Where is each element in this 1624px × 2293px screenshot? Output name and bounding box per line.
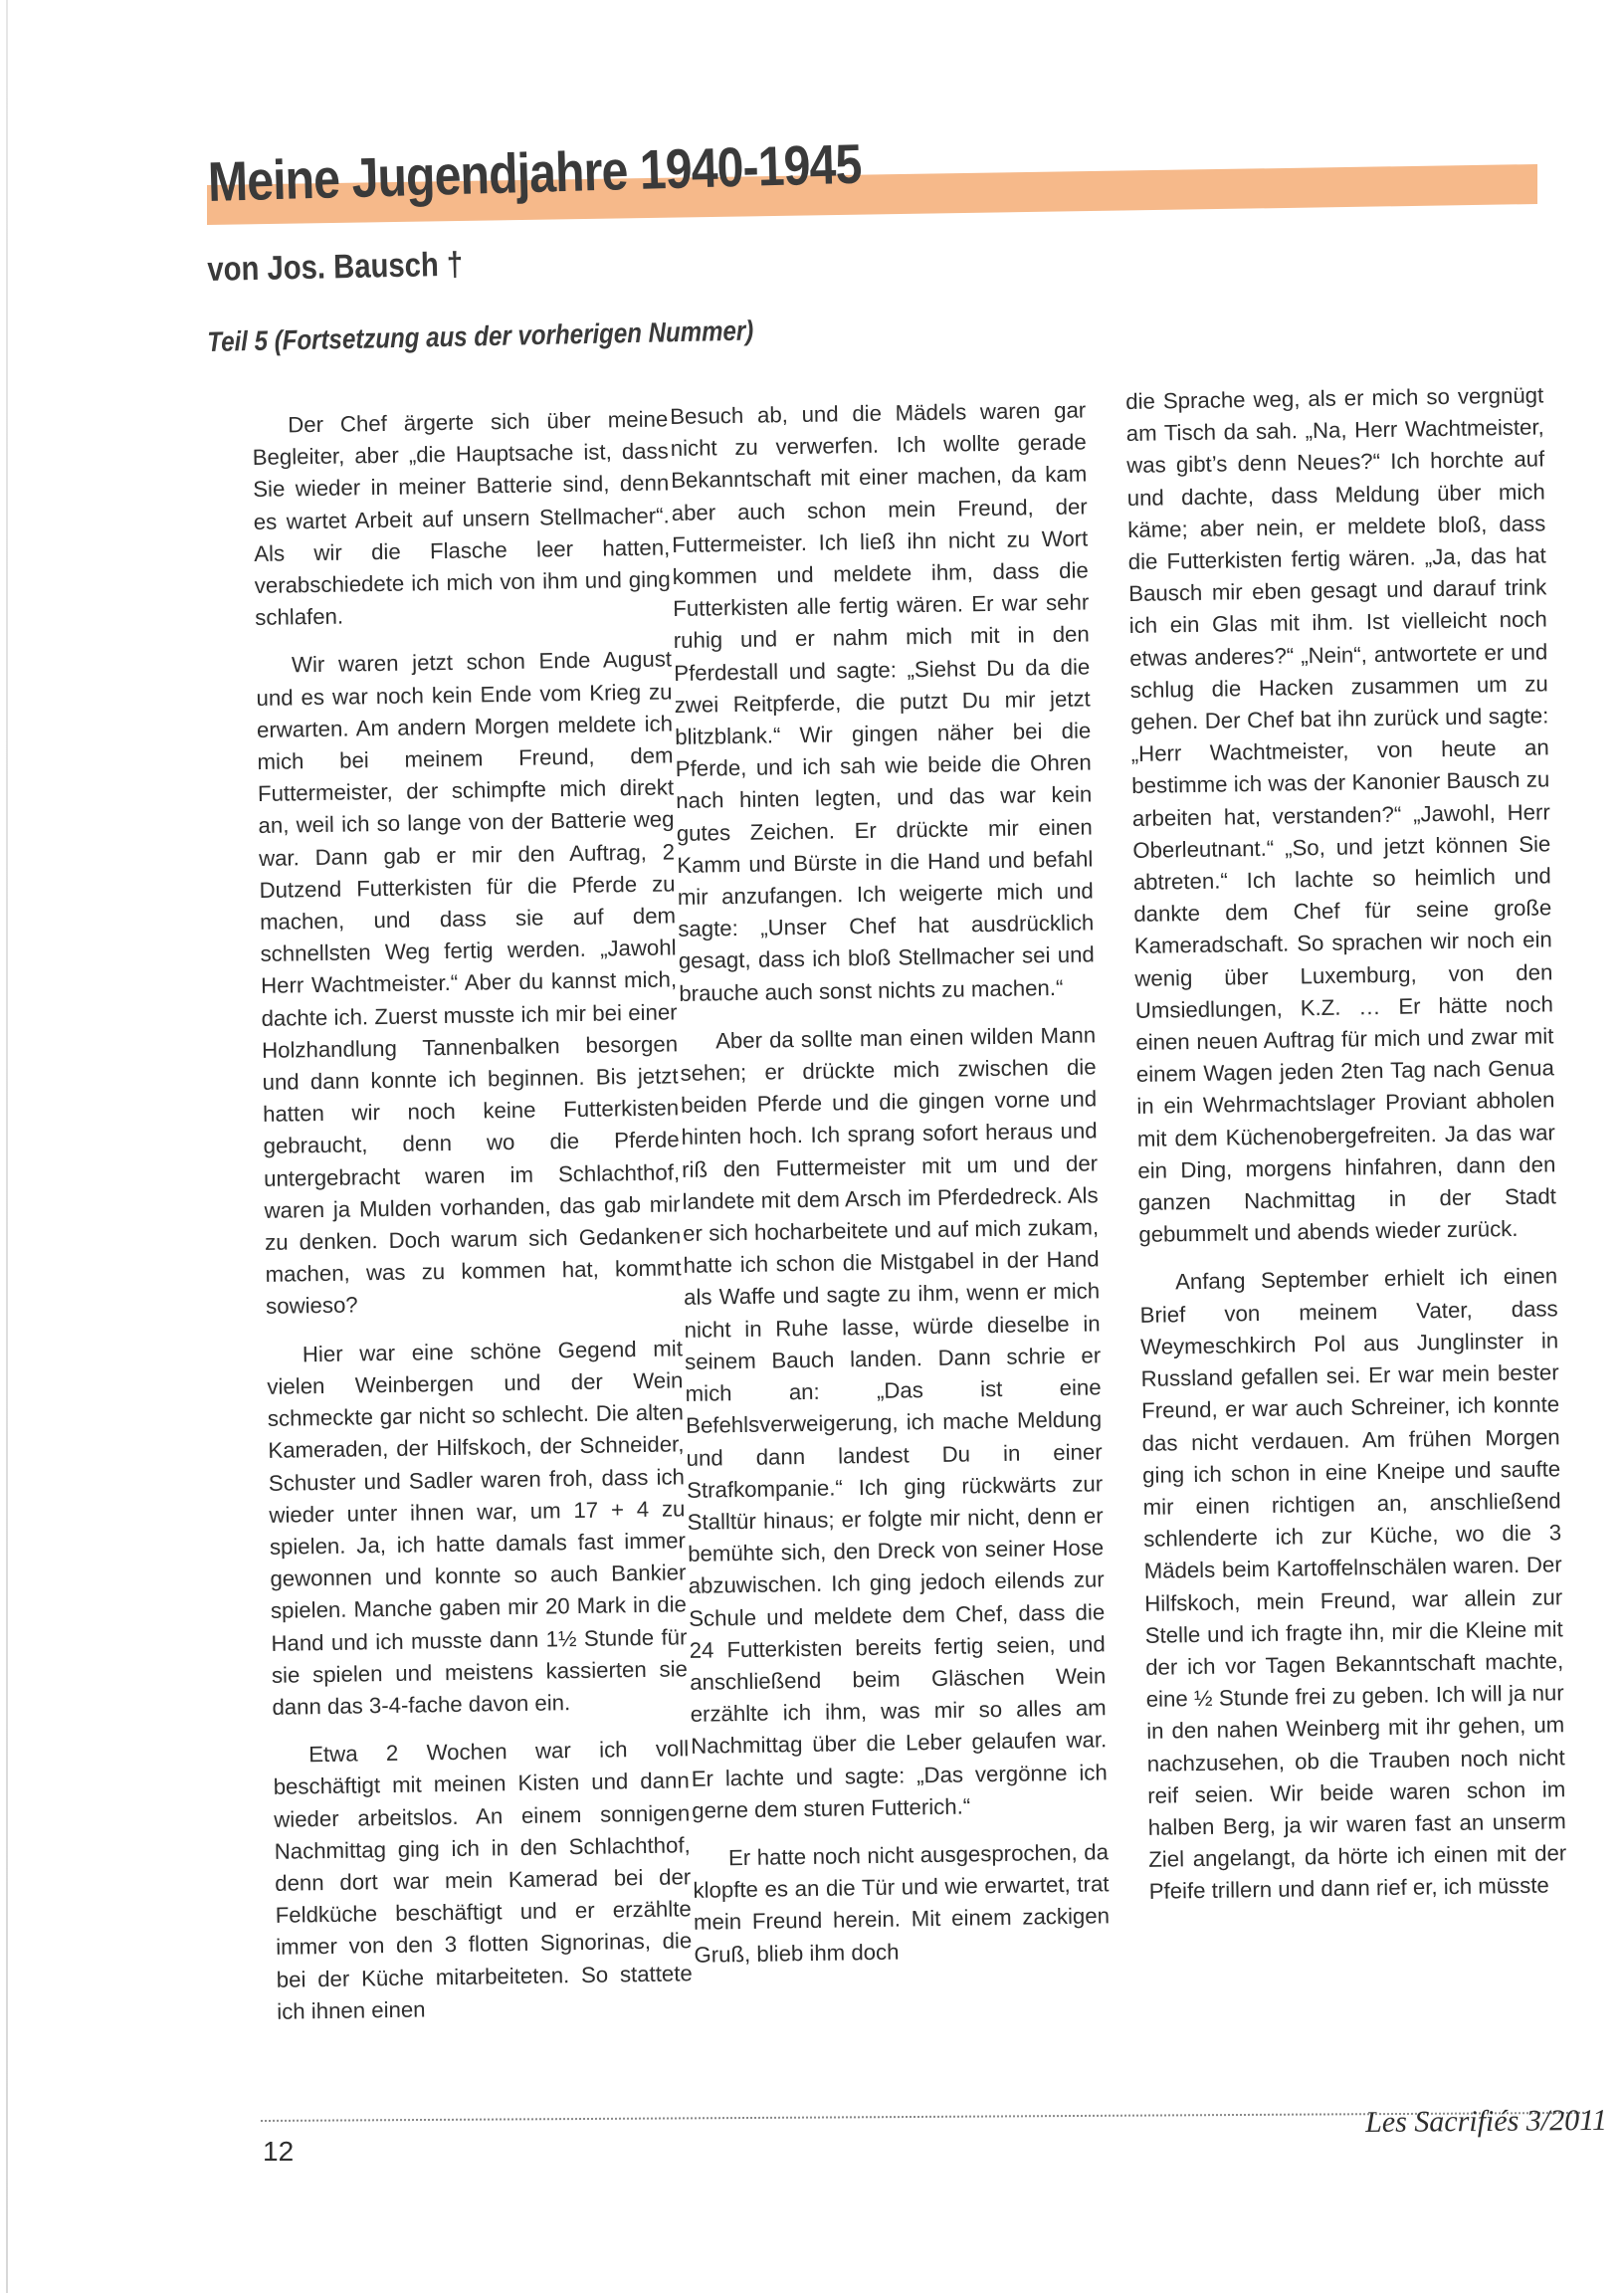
page-edge xyxy=(6,0,8,2293)
journal-issue: Les Sacrifiés 3/2011 xyxy=(1365,2103,1608,2139)
paragraph-continued: die Sprache weg, als er mich so vergnügt am Tisch da sah. „Na, Herr Wachtmeister, was gibt’s denn Neues?“ Ich horchte auf und dachte, dass Meldung über mich käme; aber nein, er meldete bloß, dass die Futterkisten fertig wären. „Ja, das hat Bausch mir eben gesagt und darauf trink ich ein Glas mit ihm. Ist vielleicht noch etwas anderes?“ „Nein“, antwortete er und schlug die Hacken zusammen um zu gehen. Der Chef bat ihn zurück und sagte: „Herr Wachtmeister, von heute an bestimme ich was der Kanonier Bausch zu arbeiten hat, verstanden?“ „Jawohl, Herr Oberleutnant.“ „So, und jetzt können Sie abtreten.“ Ich lachte so heimlich und dankte dem Chef für seine große Kameradschaft. So sprachen wir noch ein wenig über Luxemburg, von den Umsiedlungen, K.Z. … Er hätte noch einen neuen Auftrag für mich und zwar mit einem Wagen jeden 2ten Tag nach Genua in ein Wehrmachtslager Proviant abholen mit dem Küchenobergefreiten. Ja das war ein Ding, morgens hinfahren, dann den ganzen Nachmittag in der Stadt gebummelt und abends wieder zurück. xyxy=(1125,382,1557,1248)
article-byline: von Jos. Bausch † xyxy=(207,245,464,289)
paragraph-continued: Besuch ab, und die Mädels waren gar nicht zu verwerfen. Ich wollte gerade Bekanntschaft mit einer machen, da kam aber auch schon mein Freund, der Futtermeister. Ich ließ ihn nicht zu Wort kommen und meldete ihm, dass die Futterkisten alle fertig wären. Er war sehr ruhig und er nahm mich mit in den Pferdestall und sagte: „Siehst Du da die zwei Reitpferde, die putzt Du mir jetzt blitzblank.“ Wir gingen näher bei die Pferde, und ich sah wie beide die Ohren nach hinten legten, und das war kein gutes Zeichen. Er drückte mir einen Kamm und Bürste in die Hand und befahl mir anzufangen. Ich weigerte mich und sagte: „Unser Chef hat ausdrücklich gesagt, dass ich bloß Stellmacher sei und brauche auch sonst nichts zu machen.“ xyxy=(670,397,1095,1006)
paragraph: Hier war eine schöne Gegend mit vielen Weinbergen und der Wein schmeckte gar nicht so schlecht. Die alten Kameraden, der Hilfskoch, der Schneider, Schuster und Sadler waren froh, dass ich wieder unter ihnen war, um 17 + 4 zu spielen. Ja, ich hatte damals fast immer gewonnen und konnte so auch Bankier spielen. Manche gaben mir 20 Mark in die Hand und ich musste dann 1½ Stunde für sie spielen und meistens kassierten sie dann das 3-4-fache davon ein. xyxy=(267,1336,689,1720)
article-subtitle: Teil 5 (Fortsetzung aus der vorherigen Nummer) xyxy=(207,314,754,357)
text-column-3 xyxy=(1125,379,1567,1924)
paragraph: Anfang September erhielt ich einen Brief von meinem Vater, dass Weymeschkirch Pol aus Junglinster in Russland gefallen sei. Er war mein bester Freund, er war auch Schreiner, ich konnte das nicht verdauen. Am frühen Morgen ging ich schon in eine Kneipe und saufte mir einen richtigen an, anschließend schlenderte ich zur Küche, wo die 3 Mädels beim Kartoffelnschälen waren. Der Hilfskoch, mein Freund, war allein zur Stelle und ich fragte ihn, mir die Kleine mit der ich vor Tagen Bekanntschaft machte, eine ½ Stunde frei zu geben. Ich will ja nur in den nahen Weinberg mit ihr gehen, um nachzusehen, ob die Trauben noch nicht reif seien. Wir beide waren schon im halben Berg, ja wir waren fast an unserm Ziel angelangt, da hörte ich einen mit der Pfeife trillern und dann rief er, ich müsste xyxy=(1139,1263,1567,1905)
paragraph: Der Chef ärgerte sich über meine Begleiter, aber „die Hauptsache ist, dass Sie wieder in meiner Batterie sind, denn es wartet Arbeit auf unsern Stellmacher“. Als wir die Flasche leer hatten, verabschiedete ich mich von ihm und ging schlafen. xyxy=(252,406,671,631)
text-column-2 xyxy=(670,394,1111,1986)
page-number: 12 xyxy=(263,2136,295,2167)
text-column-1 xyxy=(252,403,694,2043)
paragraph: Etwa 2 Wochen war ich voll beschäftigt mit meinen Kisten und dann wieder arbeitslos. An einem sonnigen Nachmittag ging ich in den Schlachthof, denn dort war mein Kamerad bei der Feldküche beschäftigt und er erzählte immer von den 3 flotten Signorinas, die bei der Küche mitarbeiteten. So stattete ich ihnen einen xyxy=(273,1736,693,2024)
paragraph: Wir waren jetzt schon Ende August und es war noch kein Ende vom Krieg zu erwarten. Am andern Morgen meldete ich mich bei meinem Freund, dem Futtermeister, der schimpfte mich direkt an, weil ich so lange von der Batterie weg war. Dann gab er mir den Auftrag, 2 Dutzend Futterkisten für die Pferde zu machen, und dass sie auf dem schnellsten Weg fertig werden. „Jawohl Herr Wachtmeister.“ Aber du kannst mich, dachte ich. Zuerst musste ich mir bei einer Holzhandlung Tannenbalken besorgen und dann konnte ich beginnen. Bis jetzt hatten wir noch keine Futterkisten gebraucht, denn wo die Pferde untergebracht waren im Schlachthof, waren ja Mulden vorhanden, das gab mir zu denken. Doch warum sich Gedanken machen, was zu kommen hat, kommt sowieso? xyxy=(256,646,682,1320)
paragraph: Aber da sollte man einen wilden Mann sehen; er drückte mich zwischen die beiden Pferde und die gingen vorne und hinten hoch. Ich sprang sofort heraus und riß den Futtermeister mit um und der landete mit dem Arsch im Pferdedreck. Als er sich hocharbeitete und auf mich zukam, hatte ich schon die Mistgabel in der Hand als Waffe und sagte zu ihm, wenn er mich nicht in Ruhe lasse, würde dieselbe in seinem Bauch landen. Dann schrie er mich an: „Das ist eine Befehlsverweigerung, ich mache Meldung und dann landest Du in einer Strafkompanie.“ Ich ging rückwärts zur Stalltür hinaus; er folgte mir nicht, denn er bemühte sich, den Dreck von seiner Hose abzuwischen. Ich ging jedoch eilends zur Schule und meldete dem Chef, dass die 24 Futterkisten bereits fertig seien, und anschließend beim Gläschen Wein erzählte ich ihm, was mir so alles am Nachmittag über die Leber gelaufen war. Er lachte und sagte: „Das vergönne ich gerne dem sturen Futterich.“ xyxy=(680,1022,1108,1823)
paragraph: Er hatte noch nicht ausgesprochen, da klopfte es an die Tür und wie erwartet, trat mein Freund herein. Mit einem zackigen Gruß, blieb ihm doch xyxy=(693,1839,1111,1968)
article-title: Meine Jugendjahre 1940-1945 xyxy=(207,131,863,213)
